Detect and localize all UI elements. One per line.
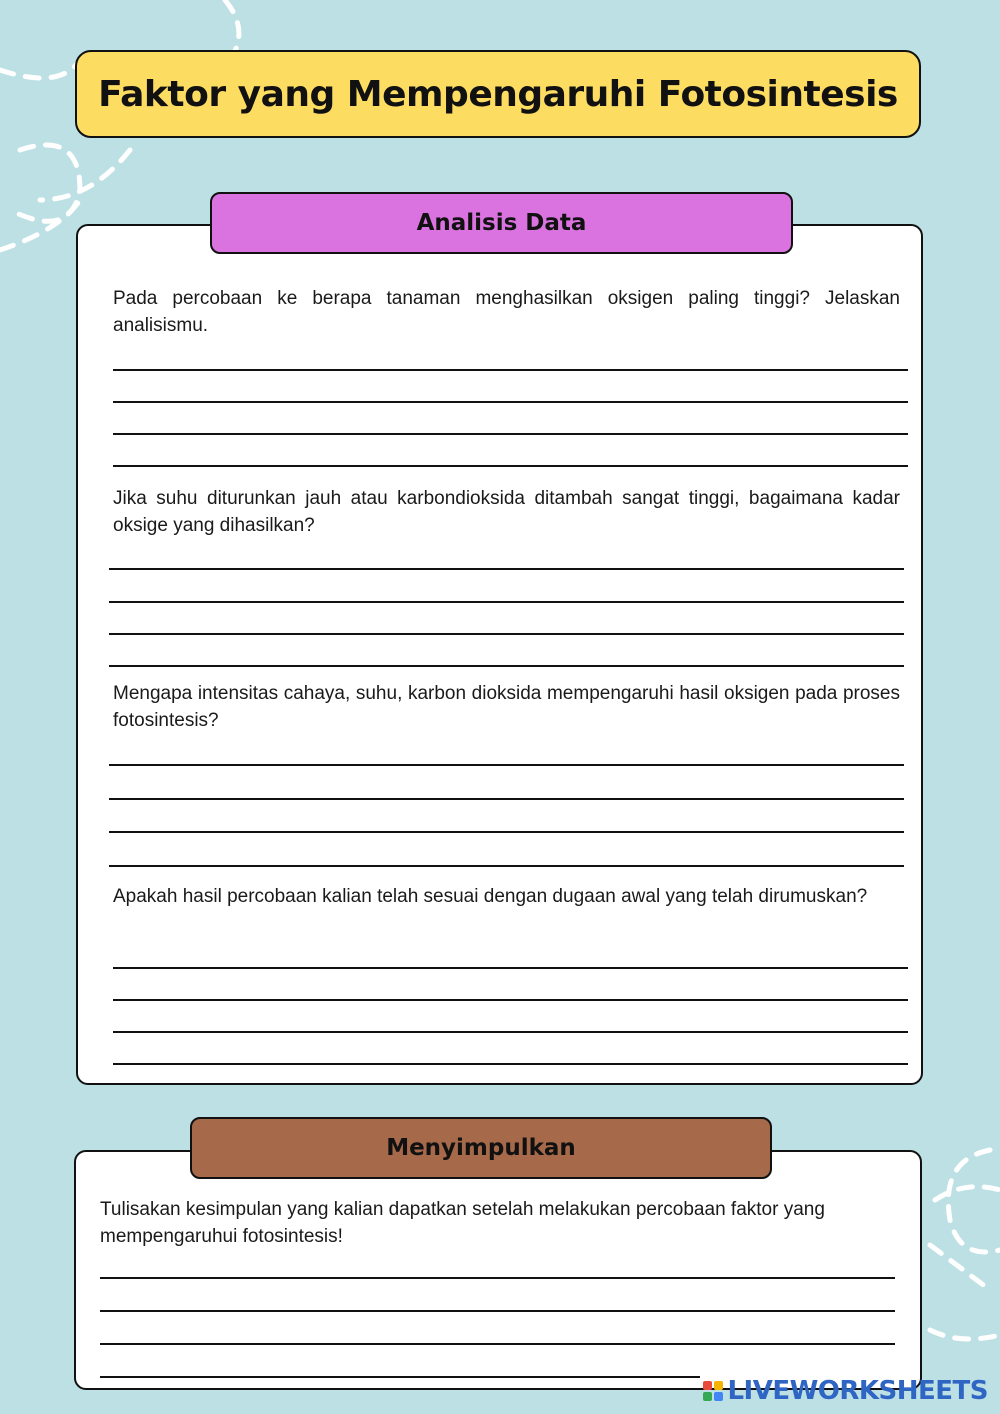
answer-line-1-1[interactable] (113, 369, 908, 371)
logo-block (703, 1392, 712, 1401)
answer-line-3-2[interactable] (109, 798, 904, 800)
answer-line-1-2[interactable] (113, 401, 908, 403)
conclusion-line-3[interactable] (100, 1343, 895, 1345)
answer-line-3-3[interactable] (109, 831, 904, 833)
answer-line-2-3[interactable] (109, 633, 904, 635)
logo-block (714, 1381, 723, 1390)
analysis-heading: Analisis Data (210, 192, 793, 254)
title-banner (75, 50, 921, 138)
conclusion-line-1[interactable] (100, 1277, 895, 1279)
answer-line-2-1[interactable] (109, 568, 904, 570)
answer-line-4-2[interactable] (113, 999, 908, 1001)
answer-line-2-4[interactable] (109, 665, 904, 667)
answer-line-1-4[interactable] (113, 465, 908, 467)
answer-line-4-3[interactable] (113, 1031, 908, 1033)
conclusion-prompt: Tulisakan kesimpulan yang kalian dapatkan setelah melakukan percobaan faktor yang mempengaruhui fotosintesis! (100, 1199, 825, 1247)
logo-block (703, 1381, 712, 1390)
liveworksheets-logo[interactable] (703, 1376, 988, 1406)
answer-line-1-3[interactable] (113, 433, 908, 435)
question-2: Jika suhu diturunkan jauh atau karbondioksida ditambah sangat tinggi, bagaimana kadar oksige yang dihasilkan? (113, 488, 900, 536)
page-title: Faktor yang Mempengaruhi Fotosintesis (98, 73, 898, 115)
question-1: Pada percobaan ke berapa tanaman menghasilkan oksigen paling tinggi? Jelaskan analisismu. (113, 288, 900, 336)
logo-blocks-icon (703, 1381, 723, 1401)
logo-block (714, 1392, 723, 1401)
answer-line-3-4[interactable] (109, 865, 904, 867)
question-4: Apakah hasil percobaan kalian telah sesuai dengan dugaan awal yang telah dirumuskan? (113, 886, 868, 907)
brand-name: LIVEWORKSHEETS (727, 1376, 988, 1406)
conclusion-heading: Menyimpulkan (190, 1117, 772, 1179)
conclusion-line-2[interactable] (100, 1310, 895, 1312)
answer-line-3-1[interactable] (109, 764, 904, 766)
answer-line-4-1[interactable] (113, 967, 908, 969)
answer-line-2-2[interactable] (109, 601, 904, 603)
answer-line-4-4[interactable] (113, 1063, 908, 1065)
question-3: Mengapa intensitas cahaya, suhu, karbon dioksida mempengaruhi hasil oksigen pada proses fotosintesis? (113, 683, 900, 731)
conclusion-panel (74, 1150, 922, 1390)
analysis-panel (76, 224, 923, 1085)
conclusion-line-4[interactable] (100, 1376, 700, 1378)
